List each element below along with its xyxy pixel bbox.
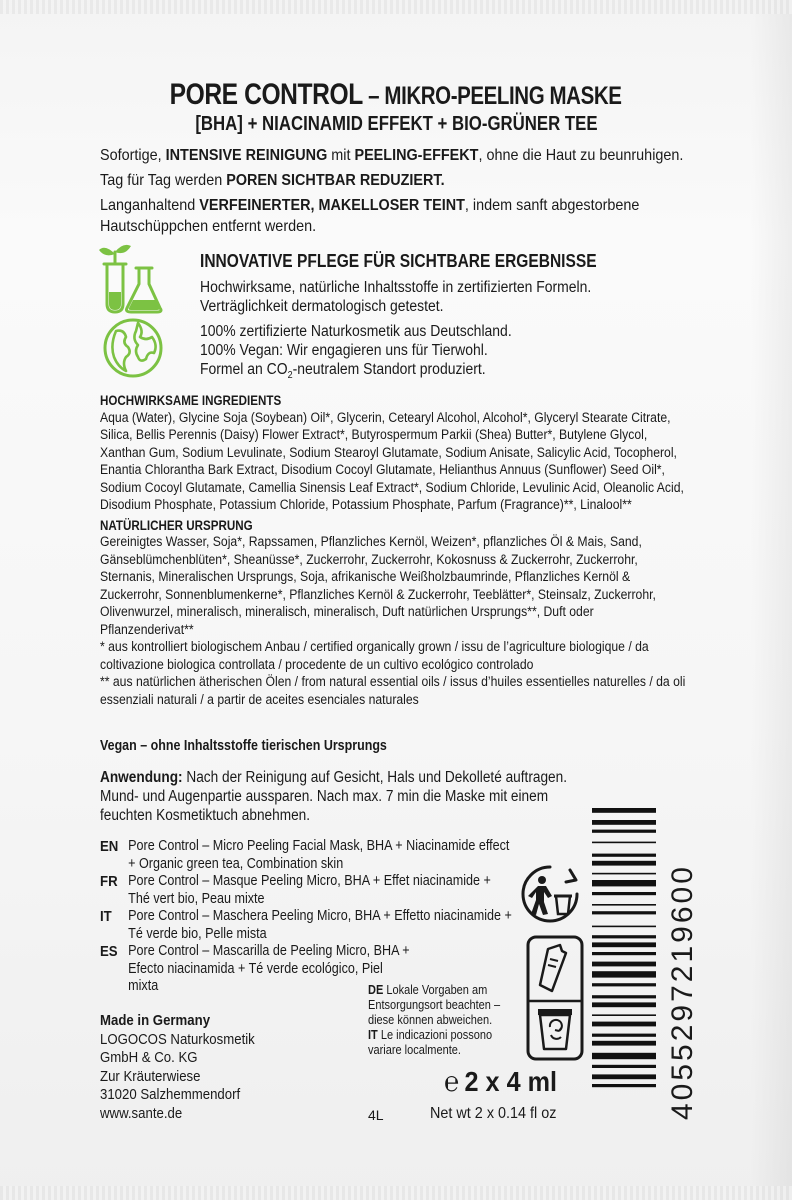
top-crimp — [0, 0, 792, 14]
barcode-bar-3 — [592, 842, 656, 844]
translations — [100, 838, 530, 996]
barcode-bar-8 — [592, 892, 656, 895]
intro-line-2: Tag für Tag werden POREN SICHTBAR REDUZIERT. — [100, 172, 445, 189]
barcode-bar-23 — [592, 1041, 656, 1046]
estimated-sign: ℮ — [444, 1066, 460, 1097]
globe-icon — [102, 317, 164, 379]
barcode-bar-21 — [592, 1022, 656, 1027]
innovation-p1: Hochwirksame, natürliche Inhaltsstoffe in zertifizierten Formeln. Verträglichkeit dermatologisch getestet. — [200, 279, 592, 315]
lot-code: 4L — [368, 1107, 384, 1123]
tidyman-recycle-icon — [518, 862, 582, 926]
ingredients-heading: HOCHWIRKSAME INGREDIENTS — [100, 393, 282, 408]
usage-label: Anwendung: — [100, 769, 183, 786]
barcode-bar-1 — [592, 820, 656, 825]
intro-line-1: Sofortige, INTENSIVE REINIGUNG mit PEELING-EFFEKT, ohne die Haut zu beunruhigen. — [100, 147, 684, 164]
barcode-bar-5 — [592, 861, 656, 866]
barcode — [592, 808, 656, 1120]
volume: ℮ 2 x 4 ml — [444, 1066, 557, 1097]
disposal-box — [526, 935, 584, 1061]
company-line-2: GmbH & Co. KG — [100, 1049, 198, 1066]
barcode-bar-22 — [592, 1034, 656, 1037]
made-in: Made in Germany — [100, 1012, 211, 1029]
website: www.sante.de — [100, 1104, 183, 1122]
translation-fr: FR Pore Control – Masque Peeling Micro, BHA + Effet niacinamide + Thé vert bio, Peau mixte — [100, 873, 491, 907]
barcode-bar-13 — [592, 942, 656, 947]
plant-flask-icon — [97, 242, 165, 314]
barcode-bar-10 — [592, 911, 656, 914]
usage-text: Nach der Reinigung auf Gesicht, Hals und Dekolleté auftragen. Mund- und Augenpartie aussparen. Nach max. 7 min die Maske mit einem feuchten Kosmetiktuch abnehmen. — [100, 769, 568, 824]
bottom-crimp — [0, 1186, 792, 1200]
footnote-organic: * aus kontrolliert biologischem Anbau / certified organically grown / issu de l’agriculture biologique / da coltivazione biologica controllata / procedente de un cultivo ecológico controlado — [100, 639, 649, 673]
barcode-bar-14 — [592, 952, 656, 955]
origin-heading: NATÜRLICHER URSPRUNG — [100, 517, 253, 533]
barcode-bar-0 — [592, 808, 656, 813]
street: Zur Kräuterwiese — [100, 1067, 201, 1085]
translation-en: EN Pore Control – Micro Peeling Facial Mask, BHA + Niacinamide effect + Organic green tea, Combination skin — [100, 838, 510, 872]
product-subtitle — [0, 113, 792, 136]
net-weight: Net wt 2 x 0.14 fl oz — [430, 1105, 557, 1122]
barcode-bar-9 — [592, 904, 656, 906]
barcode-bar-17 — [592, 983, 656, 986]
ingredients-list: Aqua (Water), Glycine Soja (Soybean) Oil*, Glycerin, Cetearyl Alcohol, Alcohol*, Glyceryl Stearate Citrate, Silica, Bellis Perennis (Daisy) Flower Extract*, Butyrospermum Parkii (Shea) Butter*, Butylene Glycol, Xanthan Gum, Sodium Levulinate, Sodium Stearoyl Glutamate, Sodium Anisate, Salicylic Acid, Tocopherol, Enantia Chlorantha Bark Extract, Disodium Cocoyl Glutamate, Helianthus Annuus (Sunflower) Seed Oil*, Sodium Cocoyl Glutamate, Camellia Sinensis Leaf Extract*, Sodium Chloride, Levulinic Acid, Oleanolic Acid, Disodium Phosphate, Potassium Chloride, Potassium Phosphate, Parfum (Fragrance)**, Linalool** — [100, 409, 684, 513]
usage-instructions — [100, 768, 570, 825]
ingredients-block — [100, 392, 700, 709]
barcode-bar-27 — [592, 1084, 656, 1087]
footnote-essential-oils: ** aus natürlichen ätherischen Ölen / from natural essential oils / issus d’huiles essentielles naturelles / da oli essenziali naturali / a partir de aceites esenciales naturales — [100, 674, 686, 708]
barcode-number: 4055297219600 — [666, 864, 699, 1120]
barcode-bar-2 — [592, 830, 656, 833]
subtitle-text: [BHA] + NIACINAMID EFFEKT + BIO-GRÜNER TEE — [194, 113, 598, 135]
barcode-bar-4 — [592, 854, 656, 857]
innovation-p2: 100% zertifizierte Naturkosmetik aus Deutschland. 100% Vegan: Wir engagieren uns für Tierwohl. Formel an $CO_2$-neutralem Standort produziert. — [200, 323, 512, 382]
innovation-title: INNOVATIVE PFLEGE FÜR SICHTBARE ERGEBNISSE — [200, 250, 597, 271]
vegan-statement: Vegan – ohne Inhaltsstoffe tierischen Ursprungs — [100, 738, 387, 754]
disposal-note: DE Lokale Vorgaben am Entsorgungsort beachten – diese können abweichen. IT Le indicazioni possono variare localmente. — [368, 983, 501, 1057]
title-main: PORE CONTROL — [170, 78, 364, 111]
city: 31020 Salzhemmendorf — [100, 1086, 241, 1103]
barcode-bar-20 — [592, 1014, 656, 1016]
innovation-text — [200, 278, 620, 385]
barcode-bar-16 — [592, 971, 656, 977]
intro-text — [100, 145, 700, 241]
product-title — [0, 78, 792, 112]
company-line-1: LOGOCOS Naturkosmetik — [100, 1030, 255, 1048]
barcode-bar-18 — [592, 995, 656, 998]
translation-it: IT Pore Control – Maschera Peeling Micro, BHA + Effetto niacinamide + Té verde bio, Pelle mista — [100, 908, 512, 942]
barcode-bar-7 — [592, 880, 656, 886]
barcode-bar-11 — [592, 926, 656, 928]
intro-line-3: Langanhaltend VERFEINERTER, MAKELLOSER TEINT, indem sanft abgestorbene Hautschüppchen entfernt werden. — [100, 197, 640, 235]
recycling-bin-icon — [538, 1009, 572, 1049]
barcode-bar-19 — [592, 1002, 656, 1007]
manufacturer-info — [100, 1012, 276, 1123]
translation-es: ES Pore Control – Mascarilla de Peeling Micro, BHA + Efecto niacinamida + Té verde ecológico, Piel mixta — [100, 943, 410, 994]
barcode-bar-26 — [592, 1074, 656, 1079]
origin-list: Gereinigtes Wasser, Soja*, Rapssamen, Pflanzliches Kernöl, Weizen*, pflanzliches Öl & Mais, Sand, Gänseblümchenblüten*, Sheanüsse*, Zuckerrohr, Zuckerrohr, Kokosnuss & Zuckerrohr, Zuckerrohr, Sternanis, Mineralischen Ursprungs, Soja, afrikanische Weißholzbaumrinde, Pflanzliches Kernöl & Zuckerrohr, Sonnenblumenkerne*, Pflanzliches Kernöl & Zuckerrohr, Teeblätter*, Steinsalz, Zuckerrohr, Olivenwurzel, mineralisch, mineralisch, mineralisch, Duft natürlichen Ursprungs**, Duft oder Pflanzenderivat** — [100, 534, 656, 638]
tube-icon — [540, 945, 566, 991]
barcode-bar-24 — [592, 1053, 656, 1059]
barcode-bar-15 — [592, 962, 656, 967]
barcode-bar-6 — [592, 873, 656, 875]
barcode-bar-25 — [592, 1065, 656, 1068]
title-dash: – — [363, 82, 385, 110]
title-sub: MIKRO-PEELING MASKE — [384, 82, 622, 110]
barcode-bar-12 — [592, 935, 656, 938]
